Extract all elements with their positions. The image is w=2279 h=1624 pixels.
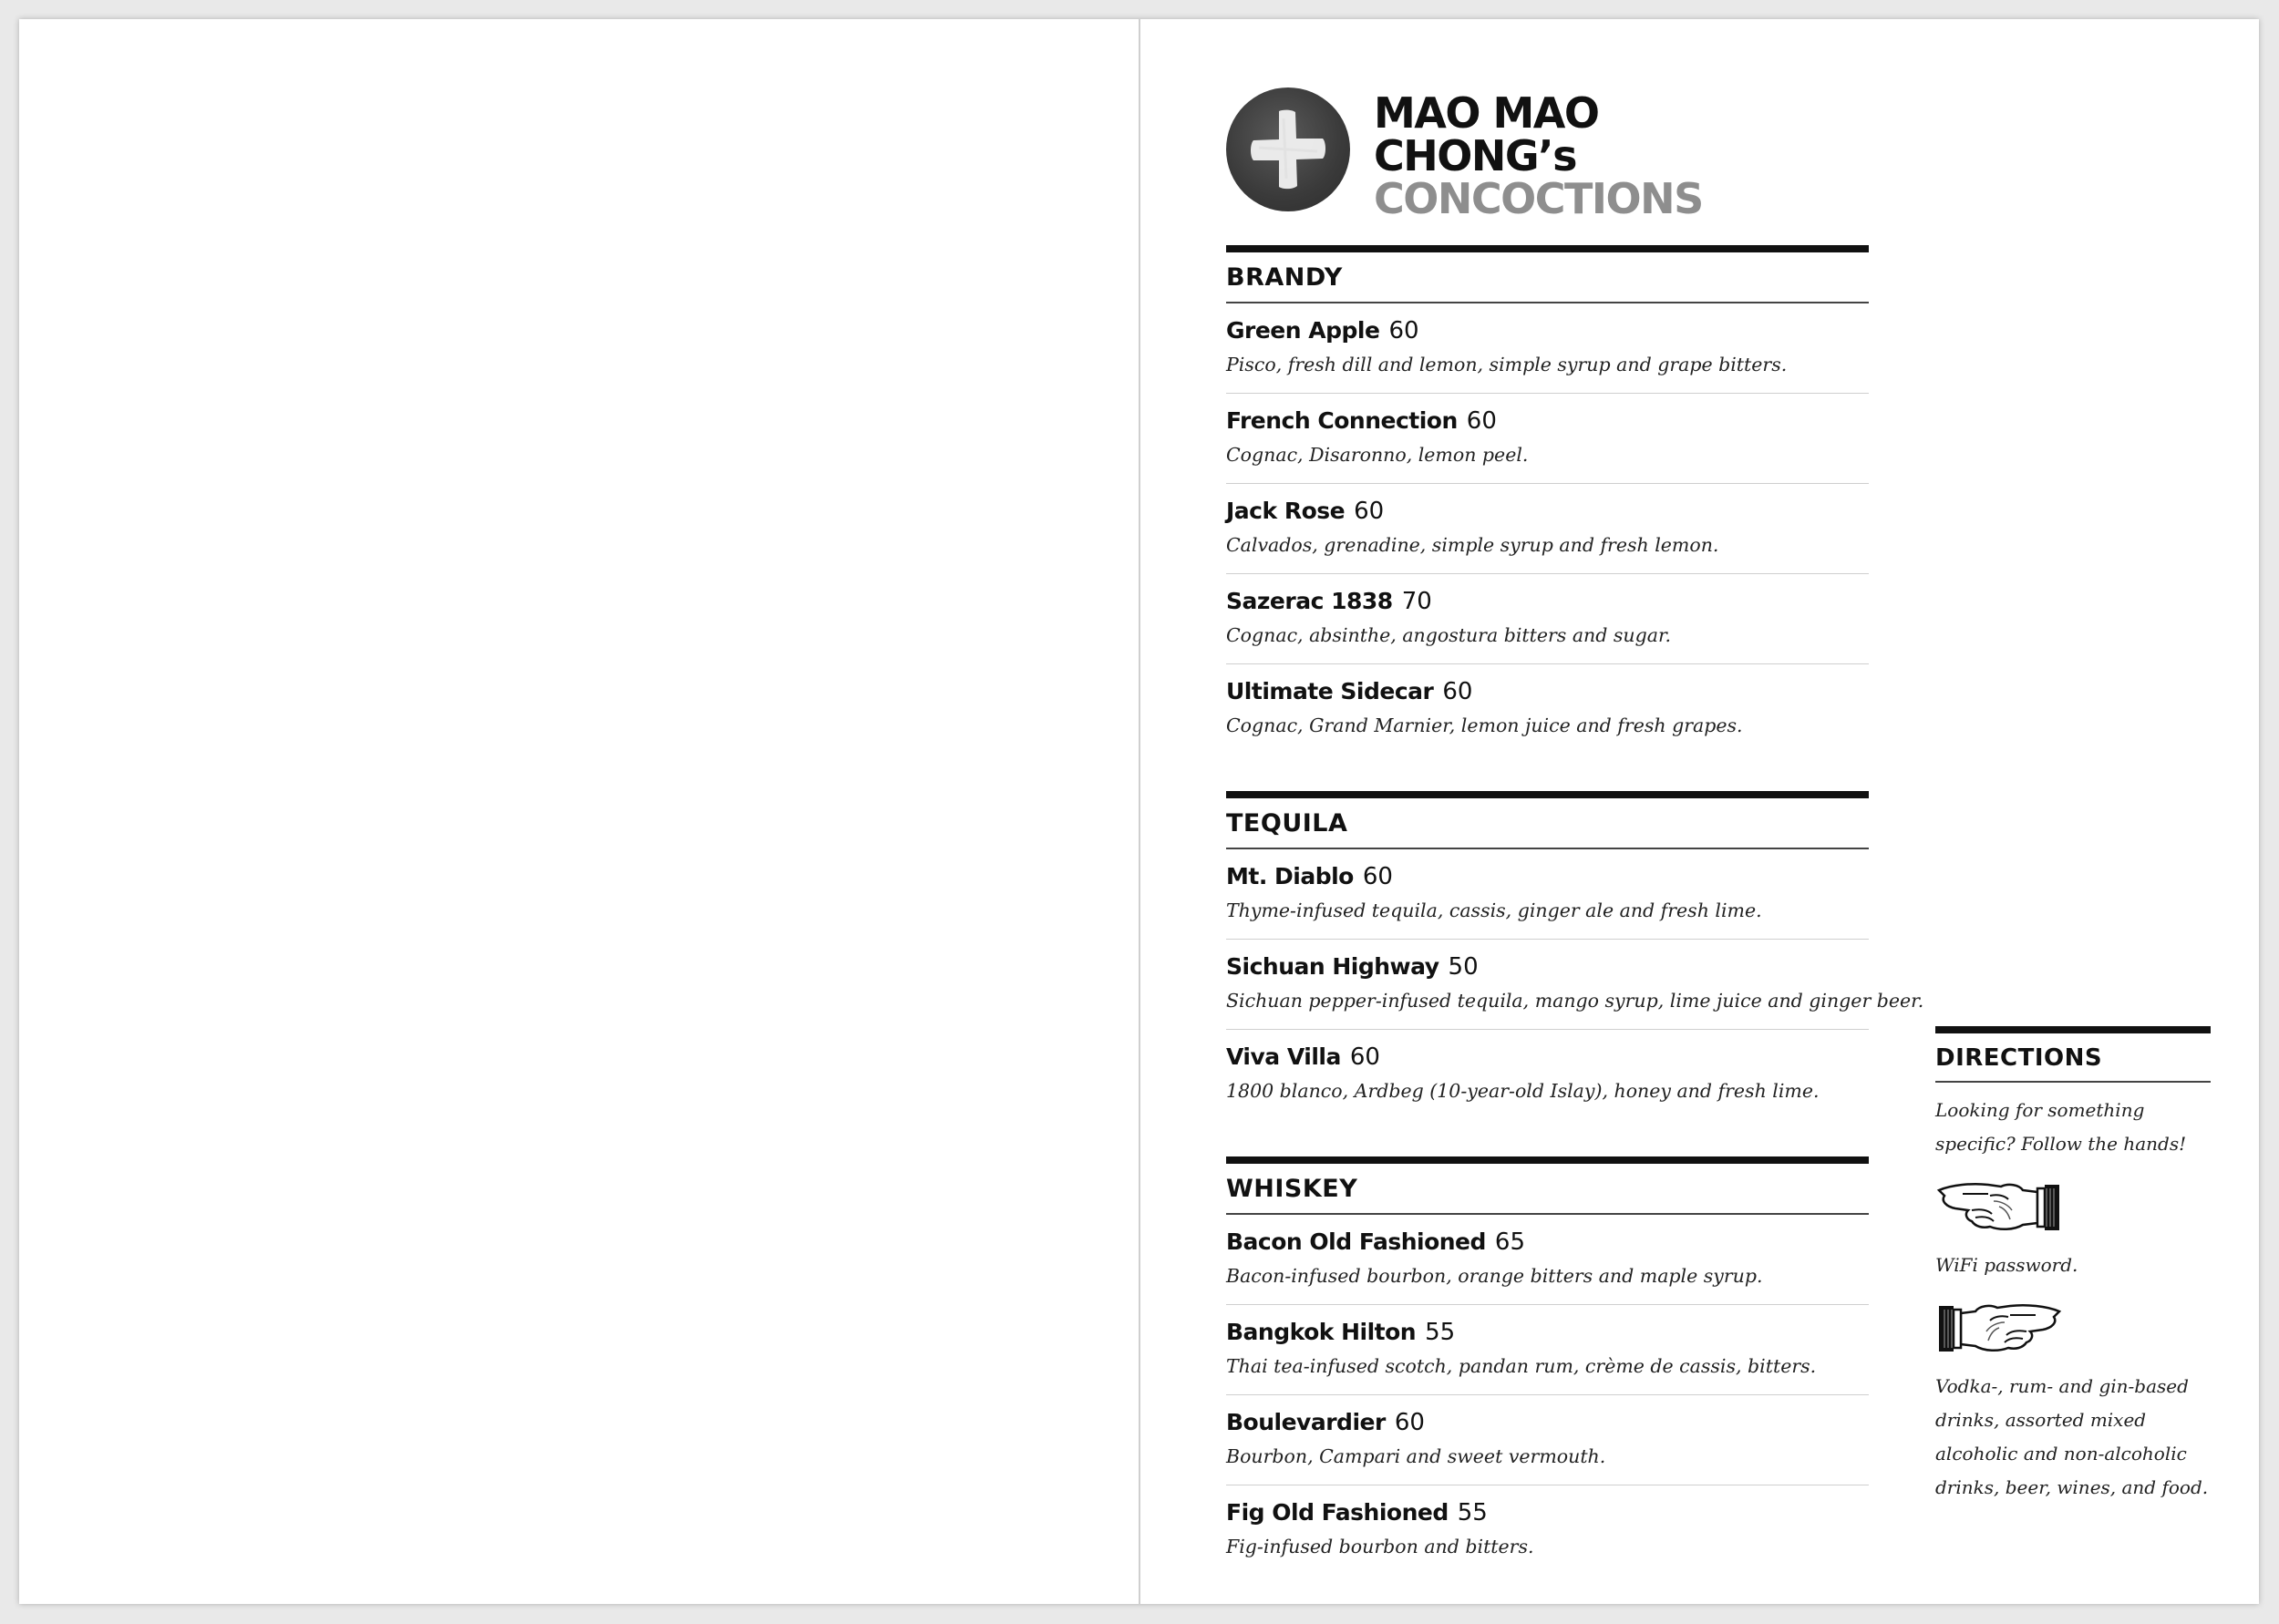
pointing-hand-right-icon (1935, 1295, 2063, 1359)
item-description: Thyme-infused tequila, cassis, ginger ale and fresh lime. (1226, 899, 1762, 921)
menu-item (1226, 394, 1869, 484)
item-description: Sichuan pepper-infused tequila, mango syrup, lime juice and ginger beer. (1226, 990, 1924, 1012)
item-price: 70 (1401, 588, 1432, 615)
item-price: 55 (1457, 1499, 1488, 1526)
menu-item (1226, 1395, 1869, 1485)
item-price: 60 (1349, 1043, 1380, 1071)
section-title: TEQUILA (1226, 798, 1869, 849)
cross-logo-icon (1226, 87, 1350, 211)
title-line-3: CONCOCTIONS (1374, 174, 1703, 223)
section-rule (1226, 245, 1869, 252)
section-rule (1935, 1026, 2211, 1033)
menu-item (1226, 664, 1869, 755)
section-whiskey (1226, 1156, 1869, 1576)
item-price: 60 (1388, 317, 1419, 344)
item-description: Bourbon, Campari and sweet vermouth. (1226, 1445, 1606, 1467)
menu-item (1226, 484, 1869, 574)
item-name: Boulevardier (1226, 1409, 1386, 1435)
item-description: 1800 blanco, Ardbeg (10-year-old Islay), honey and fresh lime. (1226, 1080, 1820, 1102)
menu-item (1226, 303, 1869, 394)
item-description: Cognac, absinthe, angostura bitters and sugar. (1226, 624, 1672, 646)
title-line-2: CHONG’s (1374, 131, 1576, 180)
right-page (1140, 19, 2259, 1604)
page-title (1374, 88, 1703, 223)
section-rule (1226, 1156, 1869, 1164)
menu-item (1226, 574, 1869, 664)
menu-item (1226, 940, 1924, 1030)
pointing-hand-left-icon (1935, 1174, 2063, 1238)
item-description: Bacon-infused bourbon, orange bitters and maple syrup. (1226, 1265, 1763, 1287)
item-description: Calvados, grenadine, simple syrup and fresh lemon. (1226, 534, 1719, 556)
directions-title: DIRECTIONS (1935, 1033, 2211, 1083)
title-line-1: MAO MAO (1374, 88, 1599, 138)
item-description: Cognac, Grand Marnier, lemon juice and fresh grapes. (1226, 714, 1743, 736)
item-price: 60 (1466, 407, 1497, 435)
menu-item (1226, 1030, 1869, 1120)
directions-intro: Looking for something specific? Follow the hands! (1935, 1099, 2187, 1155)
item-description: Cognac, Disaronno, lemon peel. (1226, 444, 1529, 466)
item-price: 65 (1494, 1228, 1525, 1256)
menu-item (1226, 1485, 1869, 1576)
item-price: 60 (1362, 863, 1393, 890)
menu-item (1226, 849, 1869, 940)
item-name: Jack Rose (1226, 498, 1346, 524)
item-price: 60 (1354, 498, 1385, 525)
item-description: Fig-infused bourbon and bitters. (1226, 1536, 1534, 1557)
item-price: 60 (1394, 1409, 1425, 1436)
item-price: 50 (1448, 953, 1479, 981)
item-name: Viva Villa (1226, 1043, 1341, 1070)
item-name: Green Apple (1226, 317, 1380, 344)
item-name: Sazerac 1838 (1226, 588, 1393, 614)
item-price: 60 (1442, 678, 1473, 705)
menu-item (1226, 1215, 1869, 1305)
item-name: Fig Old Fashioned (1226, 1499, 1449, 1526)
directions-footer: Vodka-, rum- and gin-based drinks, assorted mixed alcoholic and non-alcoholic drinks, beer, wines, and food. (1935, 1375, 2209, 1498)
section-tequila (1226, 791, 1924, 1120)
item-name: Sichuan Highway (1226, 953, 1439, 980)
section-rule (1226, 791, 1869, 798)
section-brandy (1226, 245, 1869, 755)
directions-panel (1935, 1026, 2211, 1505)
item-description: Pisco, fresh dill and lemon, simple syrup and grape bitters. (1226, 354, 1788, 375)
item-name: Bacon Old Fashioned (1226, 1228, 1486, 1255)
menu-item (1226, 1305, 1869, 1395)
item-description: Thai tea-infused scotch, pandan rum, crème de cassis, bitters. (1226, 1355, 1817, 1377)
item-name: Bangkok Hilton (1226, 1319, 1417, 1345)
menu-column (1226, 245, 1924, 1576)
menu-spread (19, 19, 2259, 1604)
directions-wifi: WiFi password. (1935, 1254, 2078, 1276)
section-title: WHISKEY (1226, 1164, 1869, 1215)
item-price: 55 (1425, 1319, 1456, 1346)
item-name: Mt. Diablo (1226, 863, 1354, 889)
section-title: BRANDY (1226, 252, 1869, 303)
item-name: Ultimate Sidecar (1226, 678, 1434, 704)
left-page-blank (19, 19, 1139, 1604)
item-name: French Connection (1226, 407, 1458, 434)
